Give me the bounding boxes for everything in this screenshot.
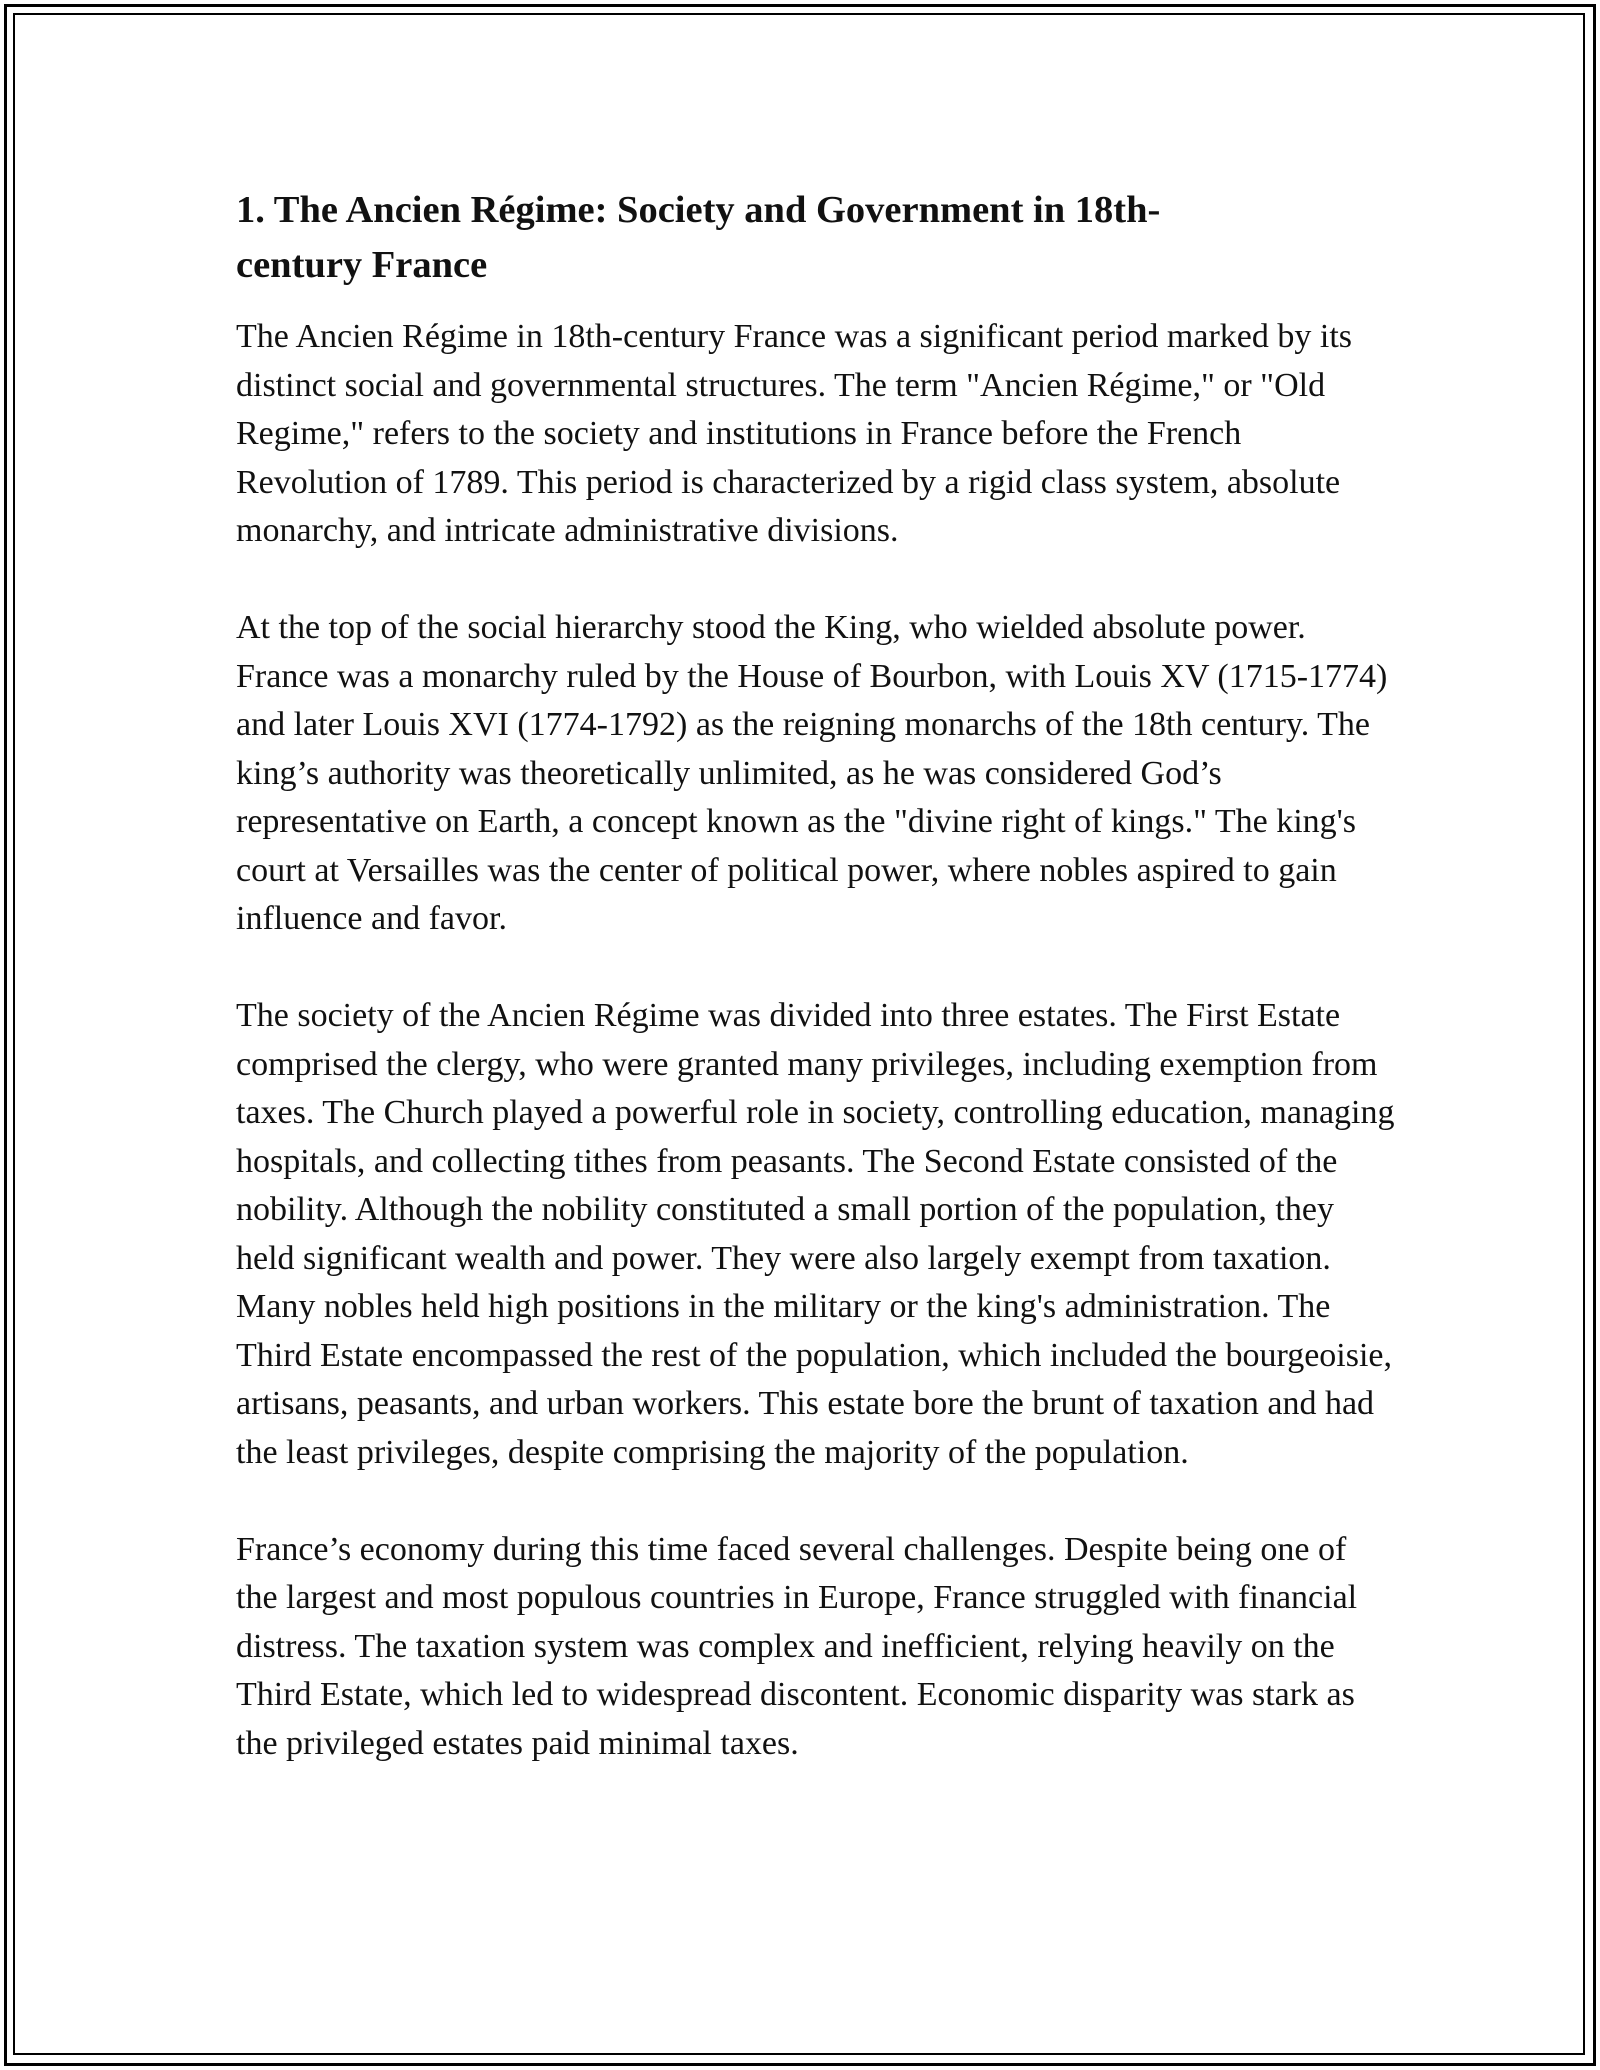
- paragraph-economy: France’s economy during this time faced several challenges. Despite being one of the largest and most populous countries in Europe, France struggled with financial distress. The taxation system was complex and inefficient, relying heavily on the Third Estate, which led to widespread discontent. Economic disparity was stark as the privileged estates paid minimal taxes.: [236, 1530, 1358, 1762]
- paragraph-intro: The Ancien Régime in 18th-century France was a significant period marked by its distinct social and governmental structures. The term "Ancien Régime," or "Old Regime," refers to the society and institutions in France before the French Revolution of 1789. This period is characterized by a rigid class system, absolute monarchy, and intricate administrative divisions.: [236, 318, 1353, 549]
- section-heading: 1. The Ancien Régime: Society and Government in 18th-century France: [236, 189, 1161, 286]
- document-body: [236, 183, 1396, 1817]
- paragraph-estates: The society of the Ancien Régime was divided into three estates. The First Estate comprised the clergy, who were granted many privileges, including exemption from taxes. The Church played a powerful role in society, controlling education, managing hospitals, and collecting tithes from peasants. The Second Estate consisted of the nobility. Although the nobility constituted a small portion of the population, they held significant wealth and power. They were also largely exempt from taxation. Many nobles held high positions in the military or the king's administration. The Third Estate encompassed the rest of the population, which included the bourgeoisie, artisans, peasants, and urban workers. This estate bore the brunt of taxation and had the least privileges, despite comprising the majority of the population.: [236, 997, 1395, 1471]
- paragraph-king: At the top of the social hierarchy stood the King, who wielded absolute power. France was a monarchy ruled by the House of Bourbon, with Louis XV (1715-1774) and later Louis XVI (1774-1792) as the reigning monarchs of the 18th century. The king’s authority was theoretically unlimited, as he was considered God’s representative on Earth, a concept known as the "divine right of kings." The king's court at Versailles was the center of political power, where nobles aspired to gain influence and favor.: [236, 609, 1388, 937]
